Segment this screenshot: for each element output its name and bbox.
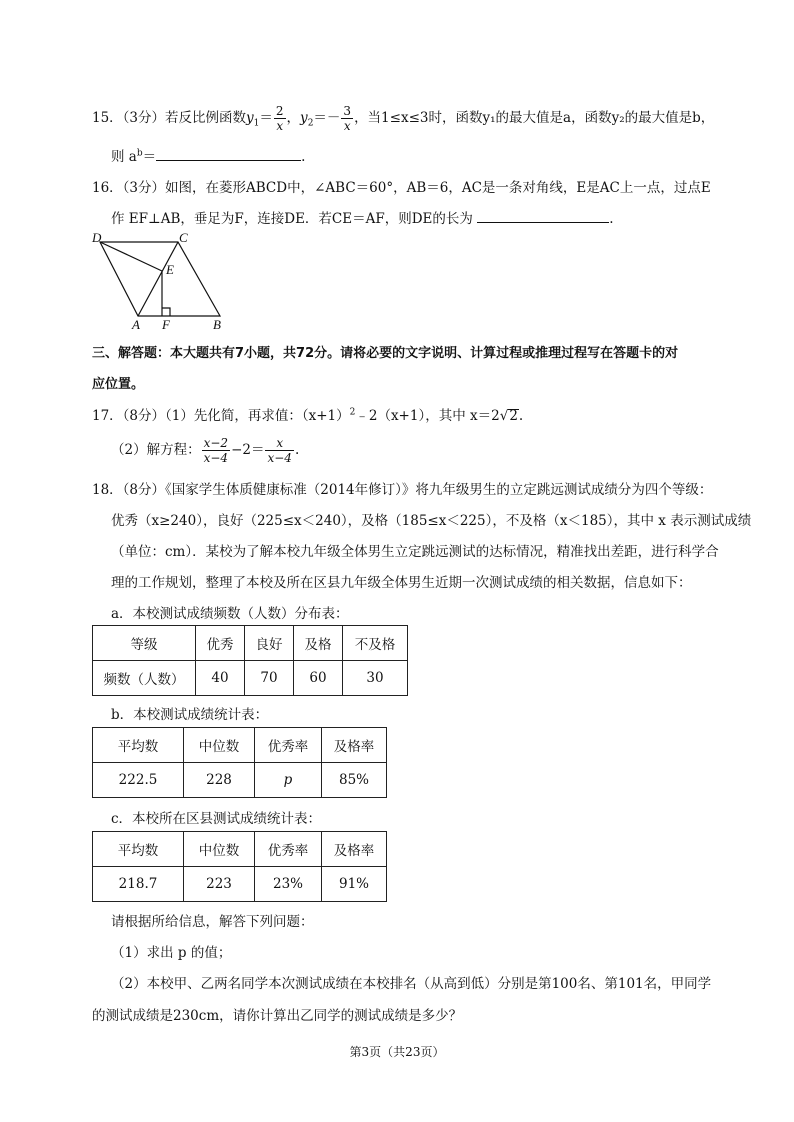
- q15-f1-num: 2: [275, 104, 284, 118]
- q18-sub2-line2: 的测试成绩是230cm，请你计算出乙同学的测试成绩是多少？: [92, 1008, 463, 1024]
- q17-root-value: 2: [509, 408, 518, 424]
- q15-eq2: ＝－: [313, 110, 341, 126]
- q16-line1: 16．（3分）如图，在菱形ABCD中，∠ABC＝60°，AB＝6，AC是一条对角线，E是AC上一点，过点E: [92, 180, 711, 196]
- label-c: C: [179, 230, 188, 245]
- table-b-cell: 222.5: [93, 763, 184, 798]
- label-b: B: [213, 317, 221, 332]
- q17-f2-den: x−4: [267, 451, 292, 465]
- table-a-header: 及格: [294, 626, 343, 661]
- table-a-caption: a．本校测试成绩频数（人数）分布表：: [111, 606, 349, 622]
- q16-line2: [111, 207, 614, 227]
- diagonal-ac: [138, 242, 178, 316]
- q17-eq-pre: （2）解方程：: [111, 442, 201, 458]
- table-a-header: 优秀: [196, 626, 245, 661]
- table-c-header: 平均数: [93, 832, 184, 867]
- sqrt-symbol: √: [499, 408, 509, 424]
- table-c-caption: c．本校所在区县测试成绩统计表：: [111, 811, 322, 827]
- table-row: [93, 832, 387, 867]
- table-a-cell: 60: [294, 661, 343, 696]
- q15-eq1: ＝: [259, 110, 273, 126]
- q15-answer-blank[interactable]: [156, 147, 301, 161]
- q15-f2-num: 3: [343, 104, 352, 118]
- label-d: D: [92, 230, 102, 245]
- q17-fraction-2: [265, 436, 293, 465]
- q17-expr-pre: 17．（8分）（1）先化简，再求值：（x+1）: [92, 408, 350, 424]
- table-b-caption: b．本校测试成绩统计表：: [111, 707, 269, 723]
- q15-y2: y: [300, 110, 308, 126]
- table-b-header: 及格率: [322, 728, 387, 763]
- table-b: [92, 727, 387, 798]
- table-c-header: 优秀率: [255, 832, 322, 867]
- page-footer: 第3页（共23页）: [349, 1045, 445, 1059]
- q15-line1: [92, 104, 714, 133]
- table-b-cell: 85%: [322, 763, 387, 798]
- q15-fraction-2: [341, 104, 353, 133]
- q17-line2-end: .: [294, 442, 300, 458]
- section-3-line2: 应位置。: [92, 377, 145, 392]
- table-a-cell: 频数（人数）: [93, 661, 196, 696]
- q15-y1-sub: 1: [253, 118, 260, 129]
- q15-y1: y: [246, 110, 254, 126]
- table-c-cell: 23%: [255, 867, 322, 902]
- q15-ab-eq: ＝: [142, 149, 157, 165]
- q17-line2: [111, 436, 299, 465]
- rhombus-abcd: [100, 242, 220, 316]
- table-c-cell: 91%: [322, 867, 387, 902]
- table-a-cell: 30: [343, 661, 408, 696]
- table-b-cell: p: [255, 763, 322, 798]
- table-row: [93, 728, 387, 763]
- q16-line2-end: .: [609, 211, 614, 227]
- table-a-cell: 40: [196, 661, 245, 696]
- q18-line4: 理的工作规划，整理了本校及所在区县九年级全体男生近期一次测试成绩的相关数据，信息如下：: [111, 575, 692, 591]
- q15-head: 15．（3分）若反比例函数: [92, 110, 247, 126]
- table-b-header: 中位数: [184, 728, 255, 763]
- q17-eq-mid: −2＝: [231, 442, 265, 458]
- q15-y2-sub: 2: [307, 118, 314, 129]
- table-row: [93, 867, 387, 902]
- table-b-cell: 228: [184, 763, 255, 798]
- table-b-header: 优秀率: [255, 728, 322, 763]
- label-e: E: [166, 262, 174, 277]
- q18-line2: 优秀（x≥240），良好（225≤x＜240），及格（185≤x＜225），不及格（x＜185），其中 x 表示测试成绩: [111, 513, 752, 529]
- table-a-header: 不及格: [343, 626, 408, 661]
- table-c-header: 中位数: [184, 832, 255, 867]
- q18-sub1: （1）求出 p 的值；: [111, 945, 232, 961]
- q15-line2: [111, 145, 305, 165]
- q16-answer-blank[interactable]: [477, 209, 609, 223]
- q15-f1-den: x: [276, 119, 284, 133]
- table-row: [93, 626, 408, 661]
- q17-f1-den: x−4: [203, 451, 229, 465]
- q17-expr-mid: ﹣2（x+1），其中 x＝2: [355, 408, 500, 424]
- q15-fraction-1: [274, 104, 286, 133]
- table-a-header: 良好: [245, 626, 294, 661]
- section-3-line1: 三、解答题：本大题共有7小题，共72分。请将必要的文字说明、计算过程或推理过程写在答题卡的对: [92, 346, 679, 361]
- q17-f1-num: x−2: [203, 436, 229, 450]
- q18-prompt: 请根据所给信息，解答下列问题：: [111, 914, 314, 930]
- q16-line2-text: 作 EF⊥AB，垂足为F，连接DE．若CE＝AF，则DE的长为: [111, 211, 473, 227]
- q17-fraction-1: [202, 436, 230, 465]
- table-c-cell: 218.7: [93, 867, 184, 902]
- label-a: A: [132, 317, 140, 332]
- q15-condition: ，当1≤x≤3时，函数y₁的最大值是a，函数y₂的最大值是b，: [354, 110, 715, 126]
- q17-line1-end: .: [518, 408, 524, 424]
- q18-line1: 18．（8分）《国家学生体质健康标准（2014年修订）》将九年级男生的立定跳远测试成绩分为四个等级：: [92, 482, 713, 498]
- table-a-header: 等级: [93, 626, 196, 661]
- table-b-header: 平均数: [93, 728, 184, 763]
- segment-de: [100, 242, 162, 271]
- table-c: [92, 831, 387, 902]
- table-row: [93, 763, 387, 798]
- q17-line1: [92, 404, 523, 424]
- table-a-cell: 70: [245, 661, 294, 696]
- table-c-header: 及格率: [322, 832, 387, 867]
- q18-sub2-line1: （2）本校甲、乙两名同学本次测试成绩在本校排名（从高到低）分别是第100名、第101名，甲同学: [111, 976, 712, 992]
- q18-line3: （单位：cm）．某校为了解本校九年级全体男生立定跳远测试的达标情况，精准找出差距，进行科学合: [111, 544, 719, 560]
- rhombus-figure: [88, 228, 248, 336]
- q15-f2-den: x: [343, 119, 351, 133]
- right-angle-mark: [162, 308, 170, 316]
- table-a: [92, 625, 408, 696]
- q15-line2-end: .: [301, 149, 306, 165]
- q15-ab-base: 则 a: [111, 149, 137, 165]
- q15-ab-exp: b: [136, 148, 143, 159]
- table-row: [93, 661, 408, 696]
- q17-exp: 2: [349, 407, 356, 418]
- q17-f2-num: x: [265, 436, 293, 451]
- table-c-cell: 223: [184, 867, 255, 902]
- label-f: F: [162, 317, 170, 332]
- q15-sep: ，: [286, 110, 301, 126]
